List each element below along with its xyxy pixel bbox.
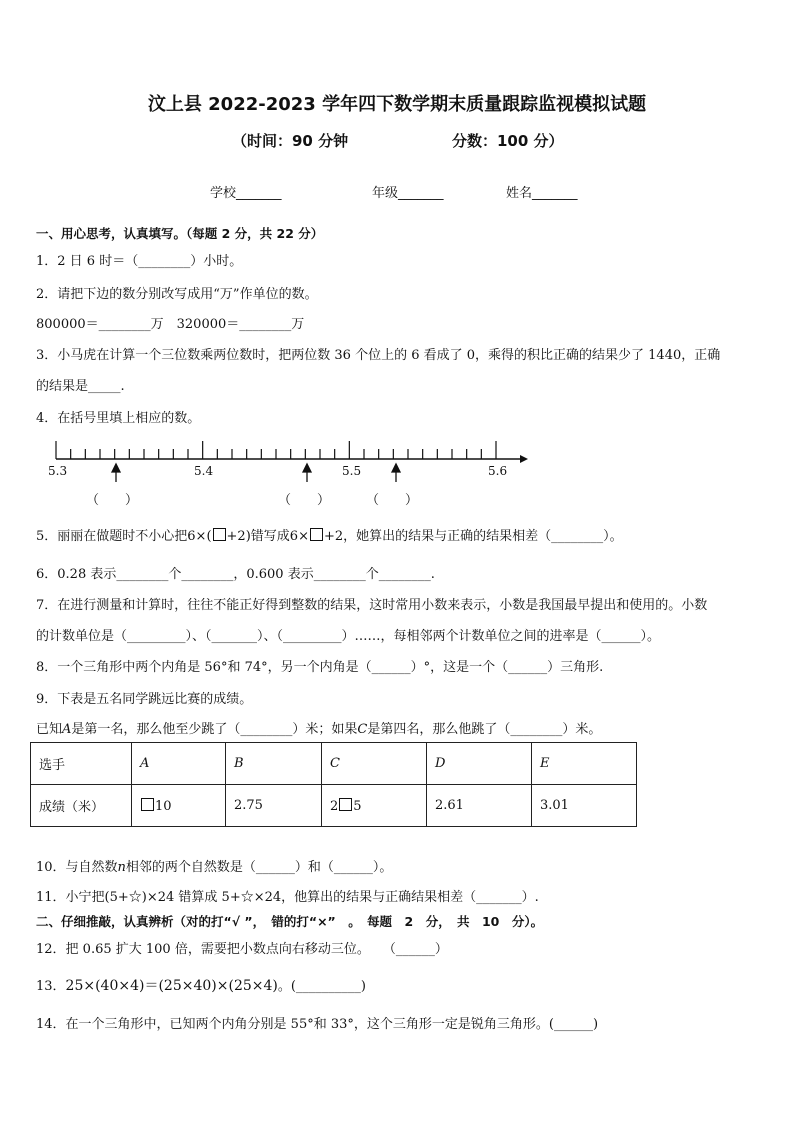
score-label: 分数：100 分） — [452, 132, 564, 150]
expr-1b: +2) — [226, 529, 251, 544]
q10-text-b: 相邻的两个自然数是（______）和（______）。 — [125, 860, 393, 875]
section-2-heading: 二、仔细推敲，认真辨析（对的打“√ ”， 错的打“×” 。 每题 2 分， 共 10 分）。 — [36, 914, 544, 929]
question-4: 4．在括号里填上相应的数。 — [36, 411, 201, 426]
table-row — [31, 743, 637, 785]
number-line-label: 5.4 — [194, 464, 214, 478]
q9-text-a: 已知 — [36, 722, 63, 737]
question-5-text-a: 5．丽丽在做题时不小心把 — [36, 529, 188, 544]
question-10 — [36, 856, 392, 875]
table-cell: C — [322, 743, 427, 785]
question-1: 1．2 日 6 时＝（________）小时。 — [36, 254, 243, 269]
q13-expression: 25×(40×4)＝(25×40)×(25×4) — [65, 978, 278, 994]
q9-text-c: 是第四名，那么他跳了（________）米。 — [367, 722, 602, 737]
var-c: C — [357, 722, 368, 737]
table-cell: 成绩（米） — [31, 785, 132, 827]
q9-text-b: 是第一名，那么他至少跳了（________）米；如果 — [71, 722, 358, 737]
question-9-line2 — [36, 718, 601, 737]
table-cell — [322, 785, 427, 827]
number-line-label: 5.6 — [488, 464, 508, 478]
var-n: n — [117, 860, 126, 875]
section-1-heading: 一、用心思考，认真填写。（每题 2 分，共 22 分） — [36, 226, 324, 241]
q13-tail: 。(__________) — [277, 979, 367, 994]
time-label: （时间：90 分钟 — [232, 132, 349, 150]
cell-value: 5 — [353, 798, 362, 814]
blank-box-icon — [213, 528, 226, 541]
question-2-line2: 800000＝________万 320000＝________万 — [36, 317, 305, 332]
table-cell: 2.75 — [226, 785, 322, 827]
q10-text-a: 10．与自然数 — [36, 860, 118, 875]
number-line-label: 5.5 — [342, 464, 362, 478]
table-cell: 选手 — [31, 743, 132, 785]
blank-box-icon — [339, 798, 352, 811]
question-7-line1: 7．在进行测量和计算时，往往不能正好得到整数的结果，这时常用小数来表示，小数是我国最早提出和使用的。小数 — [36, 598, 708, 613]
table-cell: B — [226, 743, 322, 785]
var-a: A — [62, 722, 72, 737]
question-9-line1: 9．下表是五名同学跳远比赛的成绩。 — [36, 692, 253, 707]
question-2-line1: 2．请把下边的数分别改写成用“万”作单位的数。 — [36, 287, 318, 302]
number-line-label: 5.3 — [48, 464, 68, 478]
table-cell: E — [532, 743, 637, 785]
table-cell: D — [427, 743, 532, 785]
q13-num: 13． — [36, 979, 66, 994]
table-row — [31, 785, 637, 827]
table-cell — [132, 785, 226, 827]
question-14: 14．在一个三角形中，已知两个内角分别是 55°和 33°，这个三角形一定是锐角三角形。(______) — [36, 1017, 599, 1032]
answer-blank[interactable]: （ ） — [366, 493, 419, 508]
answer-blank[interactable]: （ ） — [278, 493, 331, 508]
page-title: 汶上县 2022-2023 学年四下数学期末质量跟踪监视模拟试题 — [147, 94, 647, 115]
question-8: 8．一个三角形中两个内角是 56°和 74°，另一个内角是（______）°，这是一个（______）三角形. — [36, 660, 604, 675]
question-5 — [36, 525, 623, 544]
cell-value: 2 — [330, 798, 339, 814]
blank-box-icon — [310, 528, 323, 541]
question-5-text-b: ，她算出的结果与正确的结果相差（________）。 — [343, 529, 623, 544]
question-3-line1: 3．小马虎在计算一个三位数乘两位数时，把两位数 36 个位上的 6 看成了 0，乘得的积比正确的结果少了 1440，正确 — [36, 348, 721, 363]
question-13 — [36, 975, 366, 995]
question-11: 11．小宁把(5+☆)×24 错算成 5+☆×24，他算出的结果与正确结果相差（_______）. — [36, 890, 539, 905]
expr-2a: 6× — [289, 529, 309, 544]
blank-box-icon — [141, 798, 154, 811]
table-cell: 2.61 — [427, 785, 532, 827]
question-5-mid: 错写成 — [250, 529, 290, 544]
cell-value: 10 — [155, 798, 172, 814]
question-6: 6．0.28 表示________个________，0.600 表示________个________. — [36, 567, 435, 582]
question-3-line2: 的结果是_____. — [36, 379, 125, 394]
question-12: 12．把 0.65 扩大 100 倍，需要把小数点向右移动三位。 （______） — [36, 942, 448, 957]
scores-table — [30, 742, 637, 827]
name-field[interactable]: 姓名_______ — [506, 186, 578, 201]
table-cell: 3.01 — [532, 785, 637, 827]
table-cell: A — [132, 743, 226, 785]
grade-field[interactable]: 年级_______ — [372, 186, 444, 201]
expr-2b: +2 — [323, 529, 344, 544]
answer-blank[interactable]: （ ） — [86, 493, 139, 508]
expr-1a: 6×( — [187, 529, 212, 544]
school-field[interactable]: 学校_______ — [210, 186, 282, 201]
question-7-line2: 的计数单位是（_________）、（_______）、（_________）……，每相邻两个计数单位之间的进率是（______）。 — [36, 629, 661, 644]
